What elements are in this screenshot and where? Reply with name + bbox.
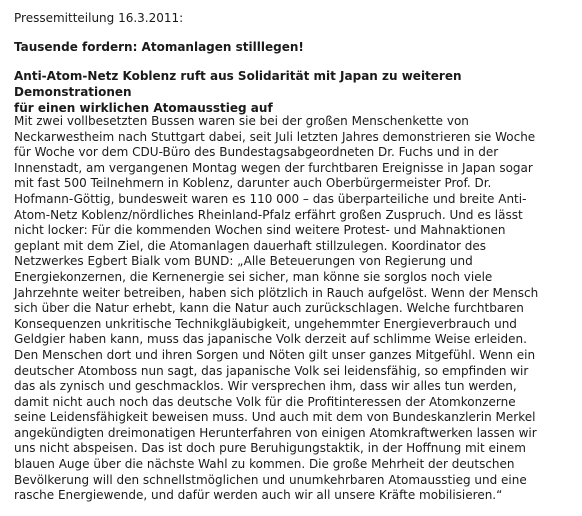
- body-line: uns nicht abspeisen. Das ist doch pure Beruhigungstaktik, in der Hoffnung mit einem: [14, 441, 526, 456]
- body-line: das als zynisch und geschmacklos. Wir versprechen ihm, dass wir alles tun werden,: [14, 379, 517, 394]
- body-line: sich über die Natur erhebt, kann die Natur auch zurückschlagen. Welche furchtbaren: [14, 301, 524, 316]
- body-line: Den Menschen dort und ihren Sorgen und Nöten gilt unser ganzes Mitgefühl. Wenn ein: [14, 347, 536, 362]
- body-line: rasche Energiewende, und dafür werden auch wir all unsere Kräfte mobilisieren.“: [14, 488, 503, 503]
- press-release-headline: Tausende fordern: Atomanlagen stilllegen!: [14, 40, 304, 54]
- body-line: damit nicht auch noch das deutsche Volk für die Profitinteressen der Atomkonzerne: [14, 394, 516, 409]
- subheadline-line: für einen wirklichen Atomausstieg auf: [14, 101, 273, 115]
- body-line: für Woche vor dem CDU-Büro des Bundestagsabgeordneten Dr. Fuchs und in der: [14, 145, 499, 160]
- body-line: Jahrzehnte weiter betreiben, haben sich plötzlich in Rauch aufgelöst. Wenn der Mensch: [14, 285, 539, 300]
- body-line: blauen Auge über die nächste Wahl zu kommen. Die große Mehrheit der deutschen: [14, 457, 515, 472]
- press-release-date: Pressemitteilung 16.3.2011:: [14, 11, 184, 25]
- body-line: angekündigten dreimonatigen Herunterfahren von einigen Atomkraftwerken lassen wir: [14, 425, 537, 440]
- body-line: Atom-Netz Koblenz/nördliches Rheinland-Pfalz erfährt großen Zuspruch. Und es lässt: [14, 207, 523, 222]
- body-line: Bevölkerung will den schnellstmöglichen und unumkehrbaren Atomausstieg und eine: [14, 472, 527, 487]
- body-line: deutscher Atomboss nun sagt, das japanische Volk sei leidensfähig, so empfinden wir: [14, 363, 529, 378]
- body-line: Energiekonzernen, die Kernenergie sei sicher, man könne sie sorglos noch viele: [14, 269, 493, 284]
- body-line: Innenstadt, am vergangenen Montag wegen der furchtbaren Ereignisse in Japan sogar: [14, 160, 533, 175]
- body-line: geplant mit dem Ziel, die Atomanlagen dauerhaft stillzulegen. Koordinator des: [14, 238, 486, 253]
- body-line: Netzwerkes Egbert Bialk vom BUND: „Alle Beteuerungen von Regierung und: [14, 254, 473, 269]
- body-line: Hofmann-Göttig, bundesweit waren es 110 000 – das überparteiliche und breite Anti-: [14, 191, 527, 206]
- body-line: nicht locker: Für die kommenden Wochen sind weitere Protest- und Mahnaktionen: [14, 223, 506, 238]
- subheadline-line: Anti-Atom-Netz Koblenz ruft aus Solidarität mit Japan zu weiteren Demonstrationen: [14, 69, 462, 99]
- body-line: Mit zwei vollbesetzten Bussen waren sie bei der großen Menschenkette von: [14, 114, 469, 128]
- body-line: Geldgier haben kann, muss das japanische Volk derzeit auf schlimme Weise erleiden.: [14, 332, 527, 347]
- body-line: seine Leidensfähigkeit beweisen muss. Und auch mit dem von Bundeskanzlerin Merkel: [14, 410, 536, 425]
- press-release-body: [14, 114, 578, 504]
- body-line: mit fast 500 Teilnehmern in Koblenz, darunter auch Oberbürgermeister Prof. Dr.: [14, 176, 492, 191]
- body-line: Neckarwestheim nach Stuttgart dabei, seit Juli letzten Jahres demonstrieren sie Woche: [14, 129, 536, 144]
- press-release-subheadline: [14, 68, 576, 116]
- body-line: Konsequenzen unkritische Technikgläubigkeit, ungehemmter Energieverbrauch und: [14, 316, 517, 331]
